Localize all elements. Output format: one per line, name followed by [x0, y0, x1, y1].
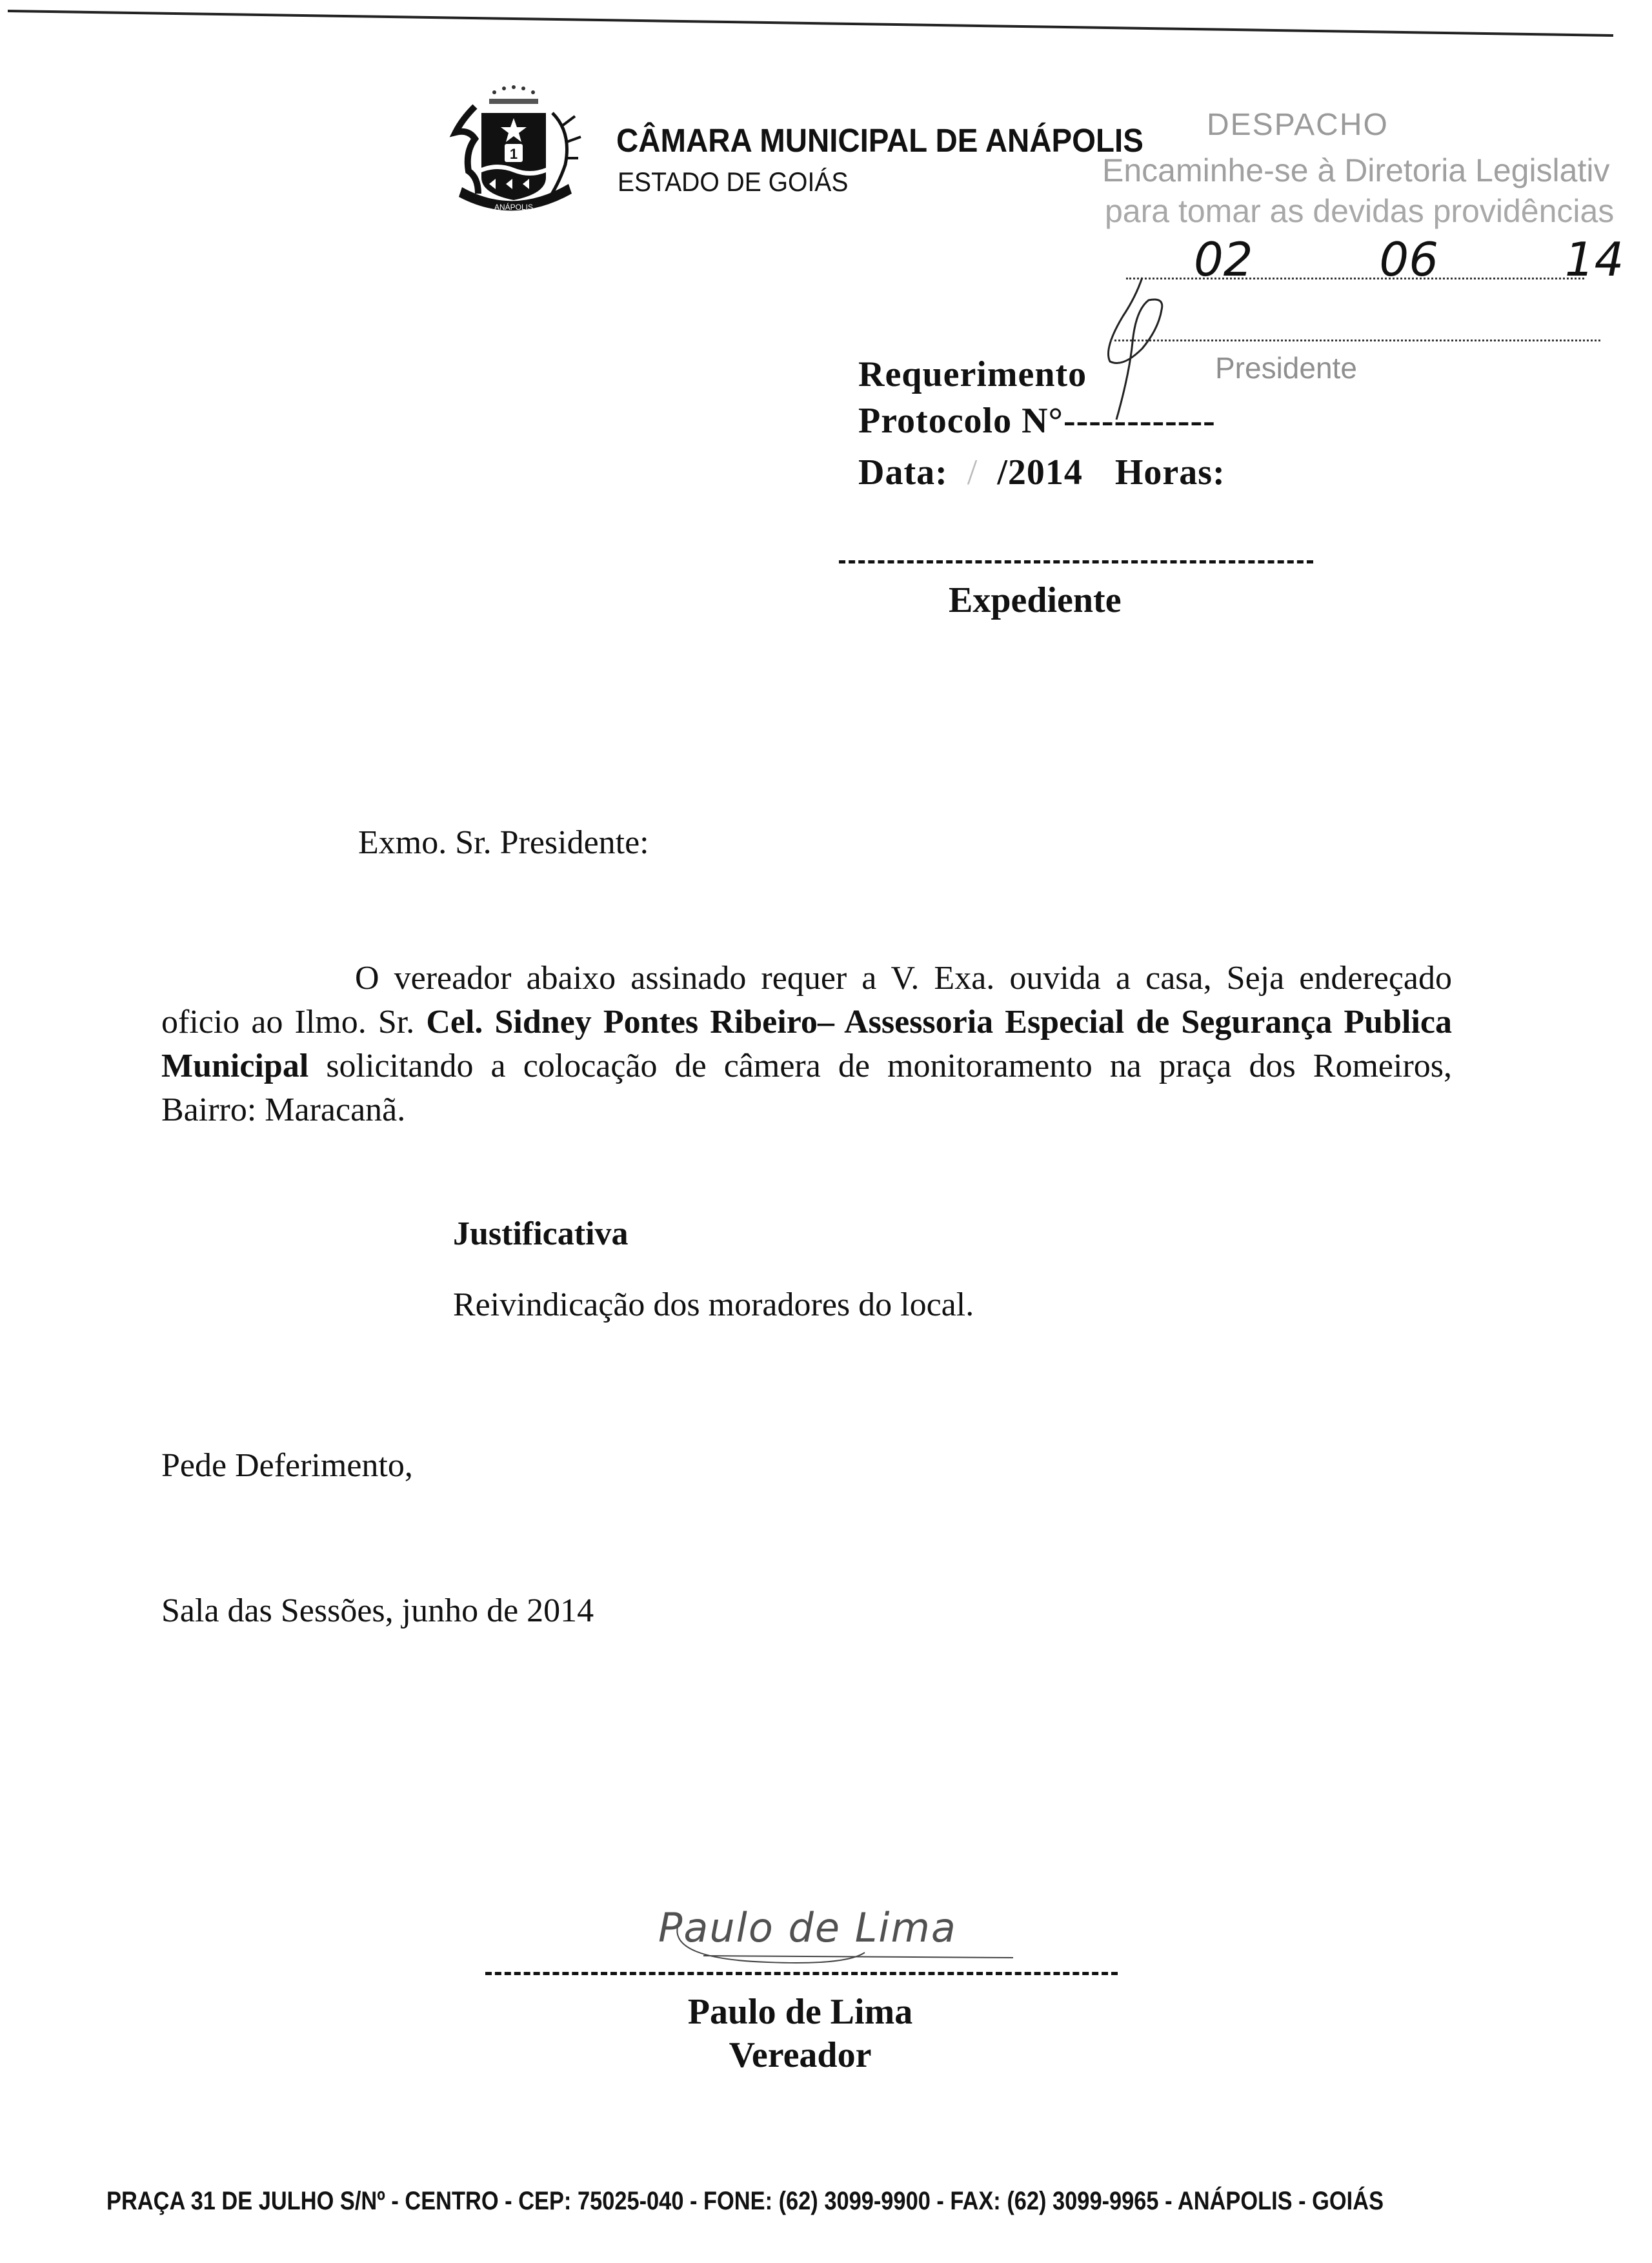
- date-day: 02: [1194, 232, 1253, 287]
- horas-label: Horas:: [1114, 452, 1225, 492]
- organization-name: CÂMARA MUNICIPAL DE ANÁPOLIS: [616, 122, 1143, 159]
- coat-of-arms-logo: [449, 81, 591, 229]
- paragraph-recipient: Cel. Sidney Pontes Ribeiro– Assessoria Especial de Segurança Publica Municipal: [161, 1004, 1453, 1084]
- paragraph-text: solicitando a colocação de câmera de monitoramento na praça dos Romeiros, Bairro: Maracanã.: [161, 1048, 1452, 1128]
- signature-line: [485, 1972, 1118, 1975]
- protocolo-label: Protocolo N°: [858, 401, 1063, 441]
- place-date: Sala das Sessões, junho de 2014: [161, 1592, 594, 1629]
- despacho-stamp-title: DESPACHO: [1207, 108, 1389, 142]
- salutation: Exmo. Sr. Presidente:: [358, 824, 649, 861]
- organization-state: ESTADO DE GOIÁS: [618, 167, 849, 197]
- justification-text: Reivindicação dos moradores do local.: [453, 1286, 974, 1323]
- expediente-signature-line: [839, 560, 1313, 563]
- signature-stamp: Paulo de Lima: [658, 1904, 957, 1951]
- svg-text:1: 1: [509, 146, 518, 162]
- despacho-stamp-line: para tomar as devidas providências: [1105, 193, 1615, 229]
- data-label: Data:: [858, 452, 948, 492]
- paragraph-text: O vereador abaixo assinado requer a V. Exa. ouvida a casa, Seja endereçado oficio ao Ilmo. Sr.: [161, 960, 1452, 1040]
- footer-address: PRAÇA 31 DE JULHO S/Nº - CENTRO - CEP: 75025-040 - FONE: (62) 3099-9900 - FAX: (62) 3099-9965 - ANÁPOLIS - GOIÁS: [106, 2187, 1384, 2215]
- requerimento-title: Requerimento: [858, 354, 1087, 394]
- justification-title: Justificativa: [453, 1215, 629, 1252]
- president-signature-line: [1110, 340, 1600, 341]
- date-month: 06: [1379, 232, 1439, 287]
- despacho-stamp-line: Encaminhe-se à Diretoria Legislativ: [1102, 152, 1610, 188]
- data-year: /2014: [997, 452, 1083, 492]
- protocolo-blank: ------------: [1063, 401, 1216, 441]
- scan-border-line: [0, 0, 1652, 52]
- protocolo-field: [858, 400, 1216, 441]
- request-paragraph: [161, 957, 1452, 1132]
- data-field: [858, 452, 1225, 493]
- closing-text: Pede Deferimento,: [161, 1447, 413, 1484]
- data-blank: /: [947, 452, 998, 492]
- signer-role: Vereador: [729, 2035, 872, 2075]
- signer-name: Paulo de Lima: [687, 1992, 913, 2032]
- svg-text:ANÁPOLIS: ANÁPOLIS: [494, 203, 534, 212]
- date-year: 14: [1564, 232, 1624, 287]
- president-label: Presidente: [1215, 351, 1357, 385]
- expediente-label: Expediente: [949, 580, 1122, 620]
- signature-scribble: [652, 1901, 1052, 1965]
